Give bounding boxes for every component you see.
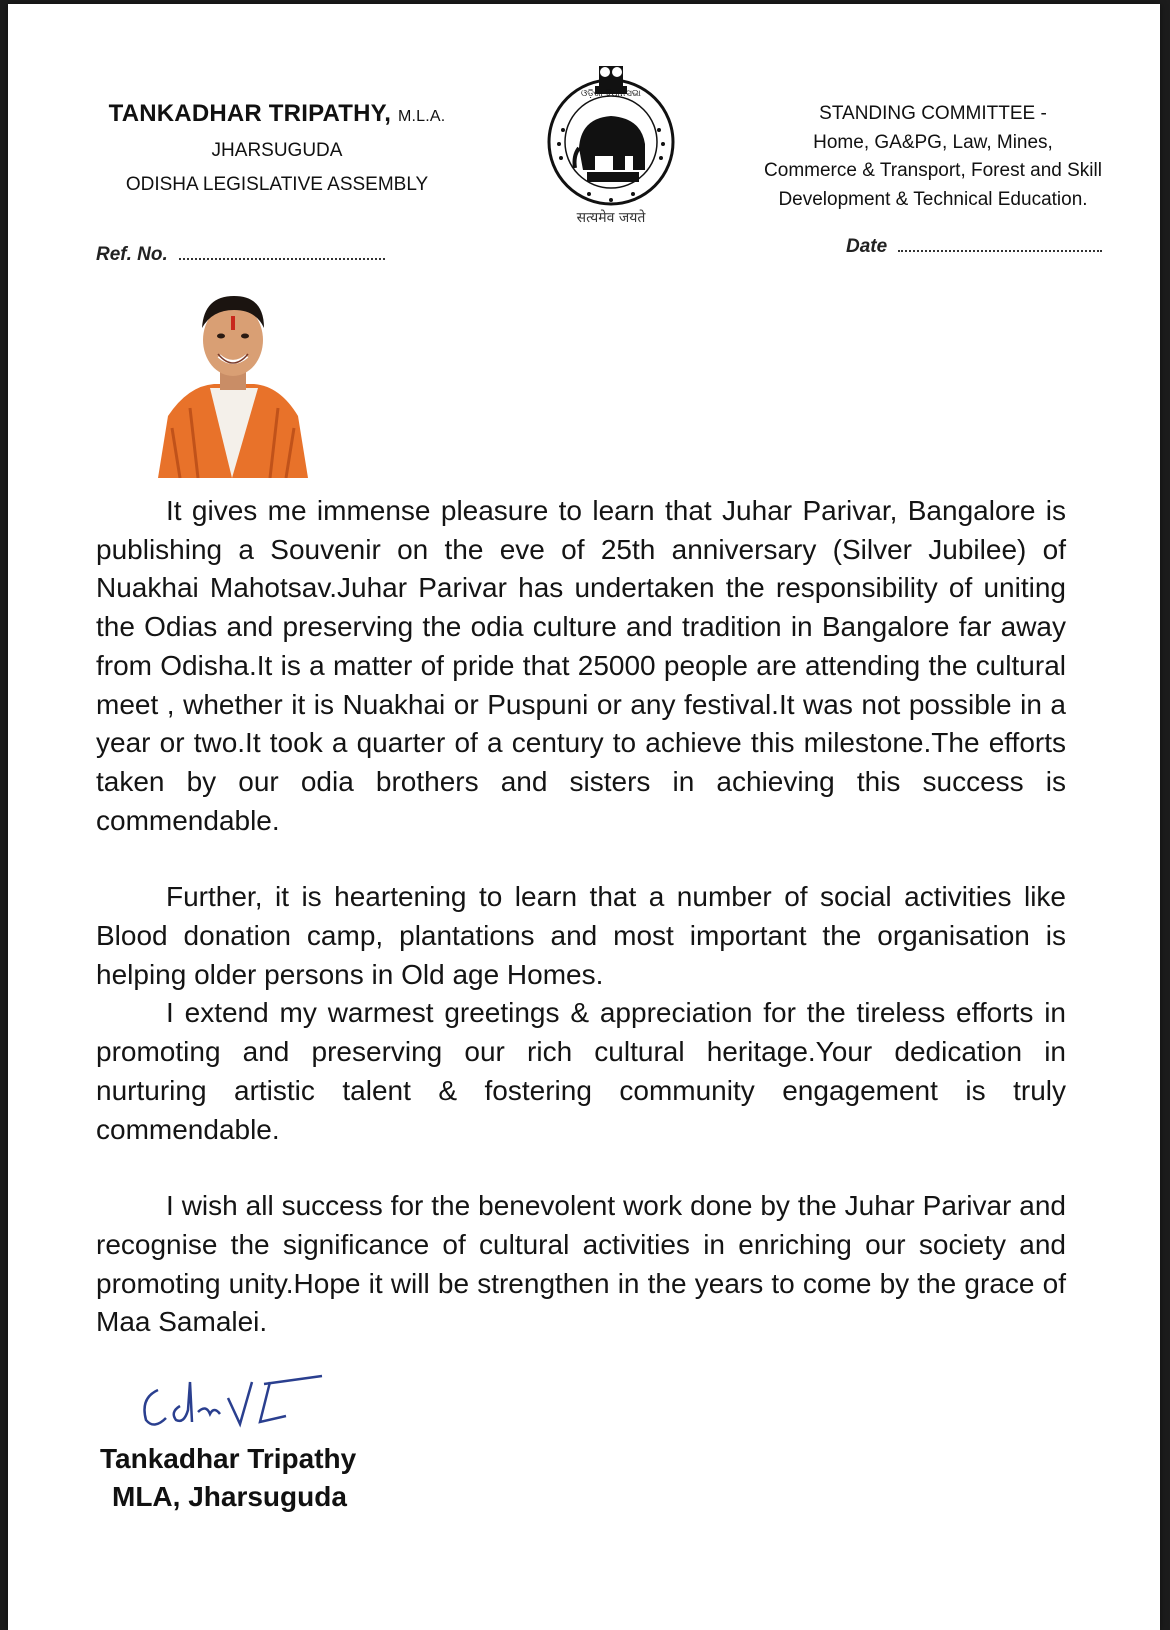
- mla-suffix: M.L.A.: [397, 108, 446, 125]
- signoff-title: MLA, Jharsuguda: [112, 1481, 347, 1512]
- committee-line-1: STANDING COMMITTEE -: [819, 103, 1047, 124]
- body-paragraph-3: I extend my warmest greetings & appreciation for the tireless efforts in promoting and preserving our rich cultural heritage.Your dedication in nurturing artistic talent & fostering community engagement is truly commendable.: [96, 997, 1066, 1145]
- letter-page: [8, 4, 1160, 1630]
- body-paragraph-4: I wish all success for the benevolent work done by the Juhar Parivar and recognise the significance of cultural activities in enriching our society and promoting unity.Hope it will be strengthen in the years to come by the grace of Maa Samalei.: [96, 1190, 1066, 1338]
- letterhead-left: [92, 100, 462, 196]
- date-blank-line: [898, 236, 1102, 252]
- ref-number: [96, 244, 385, 266]
- mla-portrait: [158, 288, 308, 478]
- letter-body: [96, 492, 1066, 1342]
- signoff-name: Tankadhar Tripathy: [100, 1443, 357, 1474]
- date-label: Date: [846, 236, 888, 257]
- committee-line-3: Commerce & Transport, Forest and Skill: [764, 160, 1102, 181]
- committee-block: [733, 100, 1133, 214]
- body-paragraph-2: Further, it is heartening to learn that a number of social activities like Blood donation camp, plantations and most important the organisation is helping older persons in Old age Homes.: [96, 881, 1066, 990]
- odisha-assembly-emblem-icon: [535, 60, 687, 230]
- mla-name: TANKADHAR TRIPATHY,: [108, 100, 392, 127]
- assembly-name: ODISHA LEGISLATIVE ASSEMBLY: [125, 174, 429, 195]
- mla-name-heading: [92, 100, 462, 128]
- emblem-motto: सत्यमेव जयते: [576, 210, 646, 226]
- emblem-seal-text: ଓଡ଼ିଶା ବିଧାନସଭା: [581, 89, 641, 99]
- committee-line-2: Home, GA&PG, Law, Mines,: [813, 131, 1053, 153]
- committee-line-4: Development & Technical Education.: [778, 188, 1088, 210]
- constituency: JHARSUGUDA: [211, 140, 343, 161]
- handwritten-signature: [136, 1368, 336, 1438]
- ref-blank-line: [179, 244, 385, 260]
- date-field: [846, 236, 1102, 258]
- signoff-block: [100, 1440, 400, 1516]
- body-paragraph-1: It gives me immense pleasure to learn that Juhar Parivar, Bangalore is publishing a Souvenir on the eve of 25th anniversary (Silver Jubilee) of Nuakhai Mahotsav.Juhar Parivar has undertaken the responsibility of uniting the Odias and preserving the odia culture and tradition in Bangalore far away from Odisha.It is a matter of pride that 25000 people are attending the cultural meet , whether it is Nuakhai or Puspuni or any festival.It was not possible in a year or two.It took a quarter of a century to achieve this milestone.The efforts taken by our odia brothers and sisters in achieving this success is commendable.: [96, 495, 1066, 836]
- ref-label: Ref. No.: [96, 244, 168, 265]
